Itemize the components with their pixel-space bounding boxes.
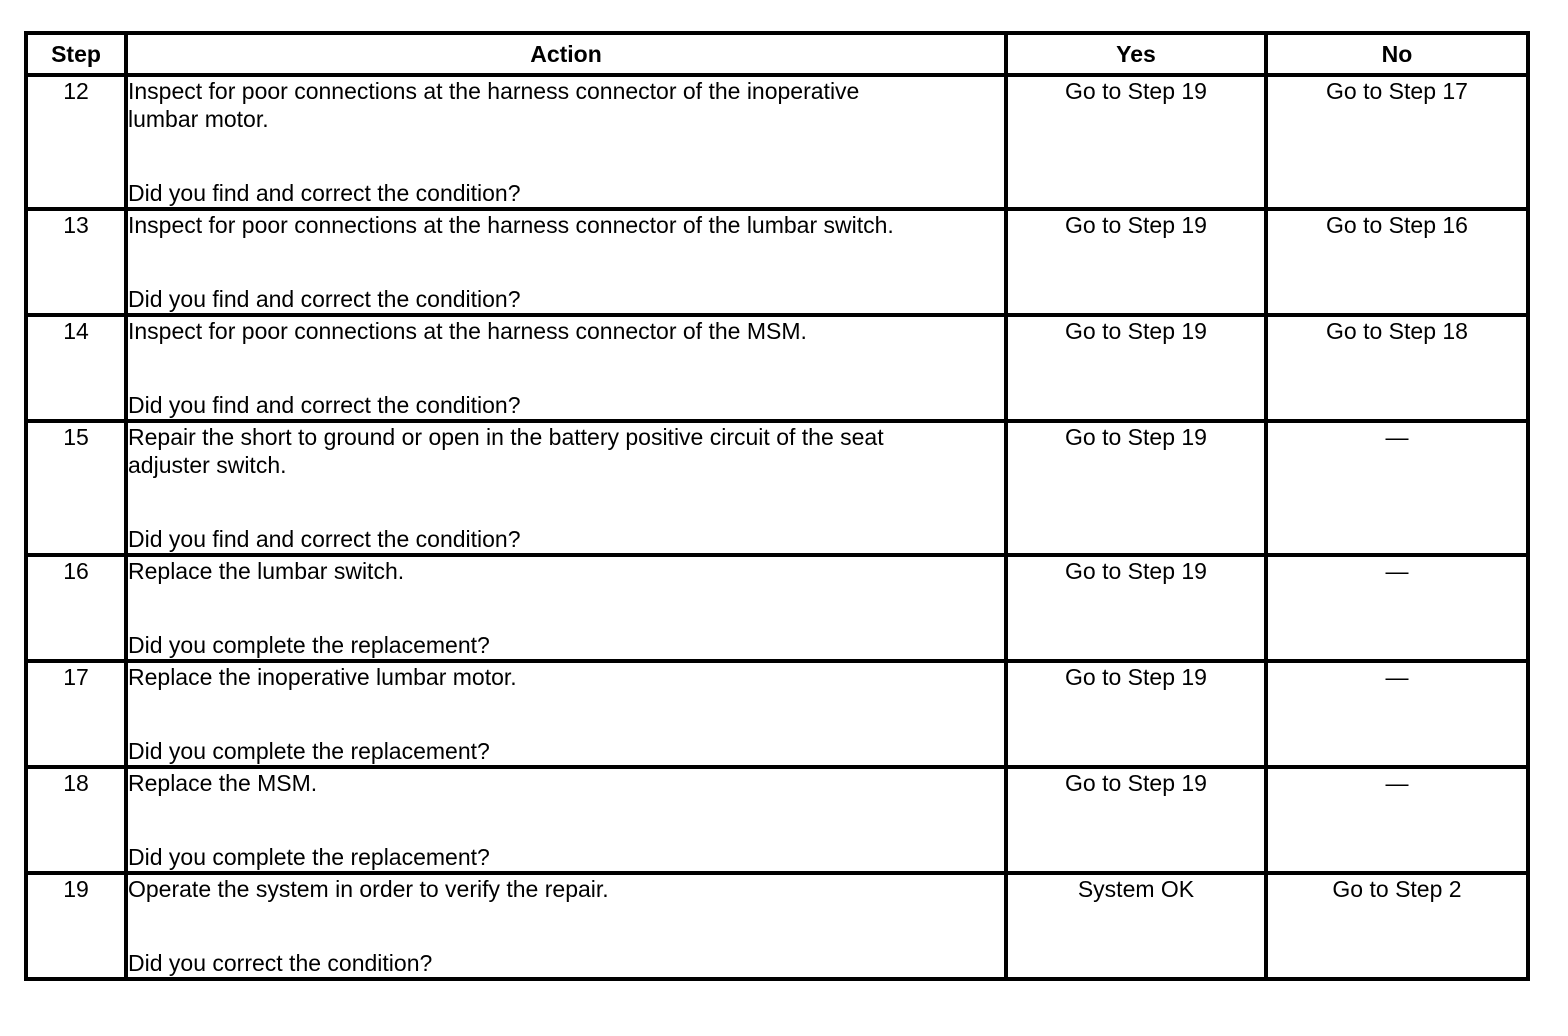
step-number: 15 — [26, 421, 126, 555]
instruction-text: Replace the lumbar switch. — [128, 558, 405, 584]
no-result: — — [1266, 767, 1528, 873]
table-row — [26, 767, 1528, 873]
no-result: Go to Step 17 — [1266, 75, 1528, 209]
diagnostic-table — [24, 31, 1530, 981]
yes-result: System OK — [1006, 873, 1266, 979]
yes-result: Go to Step 19 — [1006, 555, 1266, 661]
action-cell — [126, 315, 1006, 421]
instruction-text: Inspect for poor connections at the harness connector of the inoperative — [128, 78, 860, 104]
yes-result: Go to Step 19 — [1006, 767, 1266, 873]
step-number: 19 — [26, 873, 126, 979]
instruction-text: Inspect for poor connections at the harness connector of the MSM. — [128, 318, 807, 344]
action-cell — [126, 873, 1006, 979]
action-cell — [126, 555, 1006, 661]
no-result: — — [1266, 421, 1528, 555]
header-action: Action — [126, 33, 1006, 75]
instruction-text: Operate the system in order to verify the repair. — [128, 876, 609, 902]
instruction-text: lumbar motor. — [128, 106, 269, 132]
step-number: 13 — [26, 209, 126, 315]
no-result: Go to Step 2 — [1266, 873, 1528, 979]
header-row — [26, 33, 1528, 75]
table-row — [26, 873, 1528, 979]
question-text: Did you find and correct the condition? — [128, 180, 521, 206]
action-cell — [126, 75, 1006, 209]
yes-result: Go to Step 19 — [1006, 75, 1266, 209]
yes-result: Go to Step 19 — [1006, 661, 1266, 767]
no-result: Go to Step 16 — [1266, 209, 1528, 315]
question-text: Did you correct the condition? — [128, 950, 433, 976]
no-result: Go to Step 18 — [1266, 315, 1528, 421]
instruction-text: Replace the MSM. — [128, 770, 318, 796]
question-text: Did you complete the replacement? — [128, 632, 490, 658]
table-row — [26, 209, 1528, 315]
table-row — [26, 555, 1528, 661]
no-result: — — [1266, 661, 1528, 767]
header-no: No — [1266, 33, 1528, 75]
table-row — [26, 75, 1528, 209]
instruction-text: Repair the short to ground or open in the battery positive circuit of the seat — [128, 424, 884, 450]
step-number: 12 — [26, 75, 126, 209]
question-text: Did you complete the replacement? — [128, 738, 490, 764]
step-number: 18 — [26, 767, 126, 873]
header-yes: Yes — [1006, 33, 1266, 75]
instruction-text: adjuster switch. — [128, 452, 287, 478]
header-step: Step — [26, 33, 126, 75]
question-text: Did you complete the replacement? — [128, 844, 490, 870]
question-text: Did you find and correct the condition? — [128, 286, 521, 312]
action-cell — [126, 767, 1006, 873]
question-text: Did you find and correct the condition? — [128, 526, 521, 552]
table-row — [26, 421, 1528, 555]
step-number: 17 — [26, 661, 126, 767]
action-cell — [126, 209, 1006, 315]
question-text: Did you find and correct the condition? — [128, 392, 521, 418]
instruction-text: Inspect for poor connections at the harness connector of the lumbar switch. — [128, 212, 894, 238]
yes-result: Go to Step 19 — [1006, 421, 1266, 555]
action-cell — [126, 421, 1006, 555]
yes-result: Go to Step 19 — [1006, 315, 1266, 421]
table-row — [26, 661, 1528, 767]
action-cell — [126, 661, 1006, 767]
table-row — [26, 315, 1528, 421]
step-number: 16 — [26, 555, 126, 661]
instruction-text: Replace the inoperative lumbar motor. — [128, 664, 517, 690]
no-result: — — [1266, 555, 1528, 661]
yes-result: Go to Step 19 — [1006, 209, 1266, 315]
step-number: 14 — [26, 315, 126, 421]
